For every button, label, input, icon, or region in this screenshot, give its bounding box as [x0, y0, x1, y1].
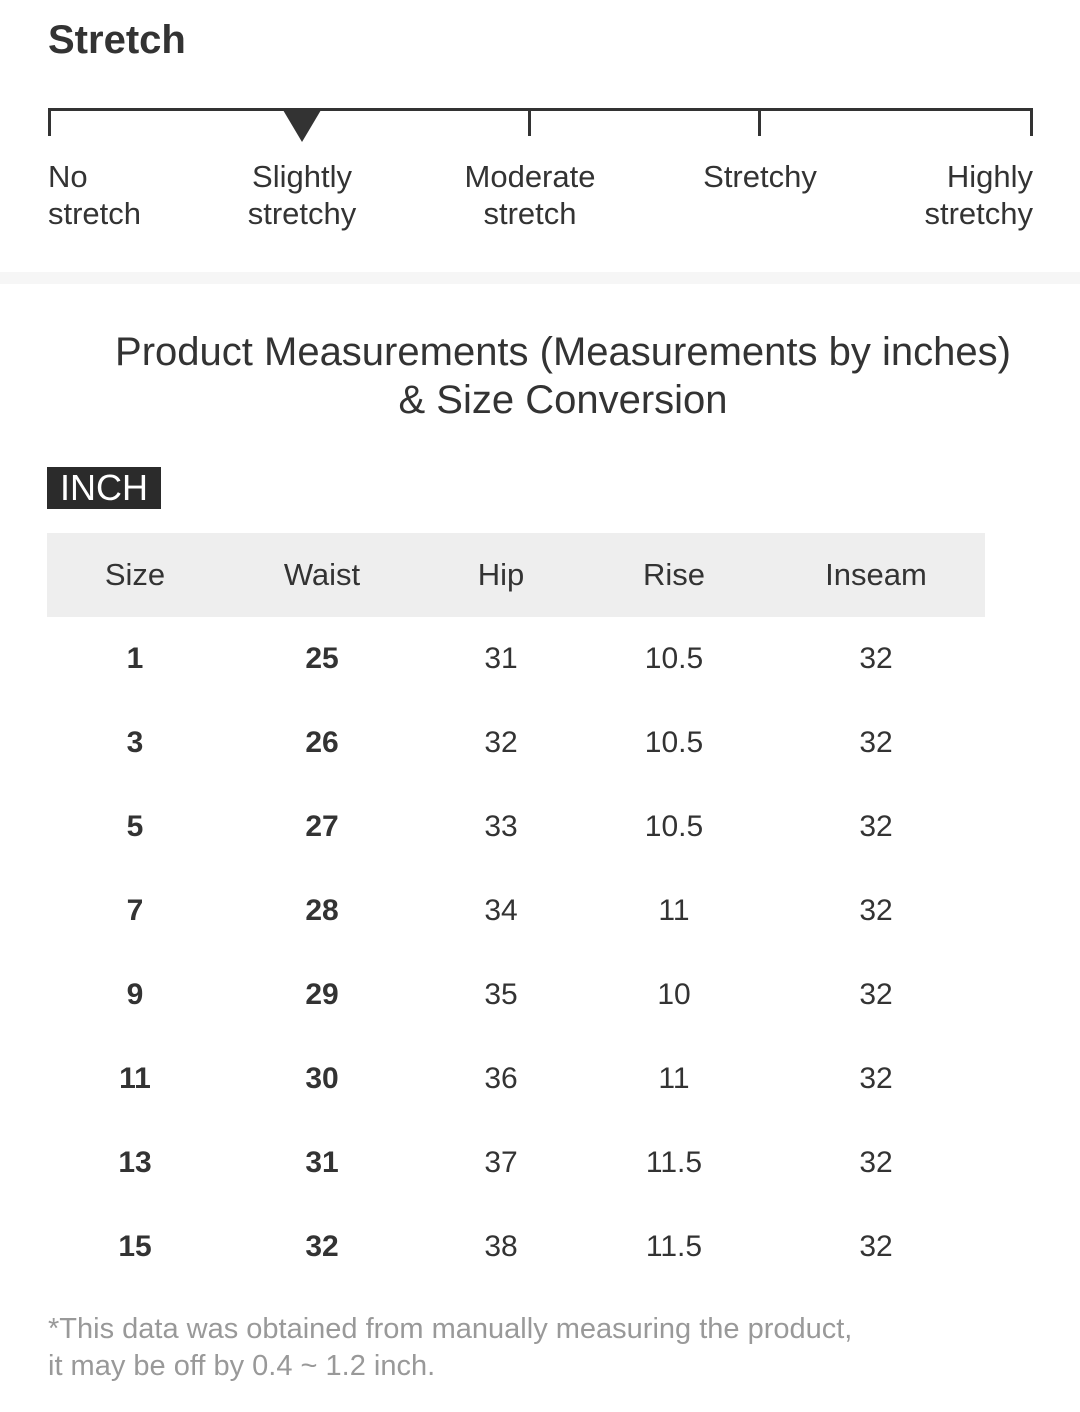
- column-header-rise: Rise: [581, 533, 767, 617]
- stretch-section: [0, 0, 1080, 272]
- table-row: [47, 869, 985, 953]
- cell-size: 3: [126, 726, 144, 759]
- stretch-label-no-stretch: No stretch: [48, 159, 142, 231]
- cell-inseam: 32: [859, 810, 893, 843]
- cell-inseam: 32: [859, 978, 893, 1011]
- stretch-scale-tick: [1030, 108, 1033, 136]
- stretch-level-marker-icon: [283, 110, 321, 142]
- cell-size: 1: [126, 642, 144, 675]
- cell-hip: 36: [484, 1062, 518, 1095]
- measurement-disclaimer: *This data was obtained from manually measuring the product, it may be off by 0.4 ~ 1.2 inch.: [48, 1313, 853, 1382]
- stretch-scale-tick: [48, 108, 51, 136]
- table-row: [47, 1121, 985, 1205]
- cell-waist: 27: [305, 810, 339, 843]
- stretch-scale-line: [48, 108, 1033, 111]
- cell-rise: 11.5: [645, 1230, 703, 1263]
- cell-rise: 11.5: [645, 1146, 703, 1179]
- table-row: [47, 701, 985, 785]
- cell-waist: 30: [305, 1062, 339, 1095]
- cell-rise: 11: [658, 894, 690, 927]
- cell-waist: 32: [305, 1230, 339, 1263]
- cell-size: 13: [118, 1146, 152, 1179]
- cell-hip: 32: [484, 726, 518, 759]
- cell-waist: 29: [305, 978, 339, 1011]
- stretch-label-stretchy: Stretchy: [703, 159, 817, 194]
- cell-hip: 37: [484, 1146, 518, 1179]
- unit-badge: INCH: [47, 467, 161, 509]
- stretch-label-highly-stretchy: Highly stretchy: [924, 159, 1033, 231]
- cell-inseam: 32: [859, 1230, 893, 1263]
- cell-rise: 10: [657, 978, 691, 1011]
- cell-waist: 25: [305, 642, 339, 675]
- cell-inseam: 32: [859, 1062, 893, 1095]
- cell-hip: 34: [484, 894, 518, 927]
- measurements-title: Product Measurements (Measurements by inches) & Size Conversion: [115, 330, 1011, 422]
- column-header-size: Size: [47, 533, 223, 617]
- stretch-scale-tick: [758, 108, 761, 136]
- stretch-title: Stretch: [48, 18, 186, 62]
- stretch-scale-tick: [528, 108, 531, 136]
- column-header-waist: Waist: [223, 533, 421, 617]
- cell-waist: 28: [305, 894, 339, 927]
- cell-rise: 10.5: [644, 726, 704, 759]
- cell-inseam: 32: [859, 1146, 893, 1179]
- size-chart-table: [47, 533, 985, 1289]
- cell-rise: 10.5: [644, 810, 704, 843]
- column-header-hip: Hip: [421, 533, 581, 617]
- cell-rise: 10.5: [644, 642, 704, 675]
- table-row: [47, 785, 985, 869]
- cell-rise: 11: [658, 1062, 690, 1095]
- table-row: [47, 617, 985, 701]
- cell-inseam: 32: [859, 642, 893, 675]
- table-header-row: [47, 533, 985, 617]
- table-row: [47, 1037, 985, 1121]
- cell-size: 7: [126, 894, 144, 927]
- cell-inseam: 32: [859, 894, 893, 927]
- cell-size: 15: [118, 1230, 152, 1263]
- cell-size: 5: [126, 810, 144, 843]
- cell-waist: 31: [305, 1146, 339, 1179]
- column-header-inseam: Inseam: [767, 533, 985, 617]
- cell-size: 9: [126, 978, 144, 1011]
- stretch-label-moderate-stretch: Moderate stretch: [464, 159, 596, 231]
- cell-hip: 33: [484, 810, 518, 843]
- cell-hip: 31: [484, 642, 518, 675]
- cell-hip: 35: [484, 978, 518, 1011]
- cell-inseam: 32: [859, 726, 893, 759]
- table-row: [47, 1205, 985, 1289]
- cell-size: 11: [119, 1062, 151, 1095]
- stretch-label-slightly-stretchy: Slightly stretchy: [247, 159, 357, 231]
- cell-hip: 38: [484, 1230, 518, 1263]
- section-divider: [0, 272, 1080, 284]
- cell-waist: 26: [305, 726, 339, 759]
- table-row: [47, 953, 985, 1037]
